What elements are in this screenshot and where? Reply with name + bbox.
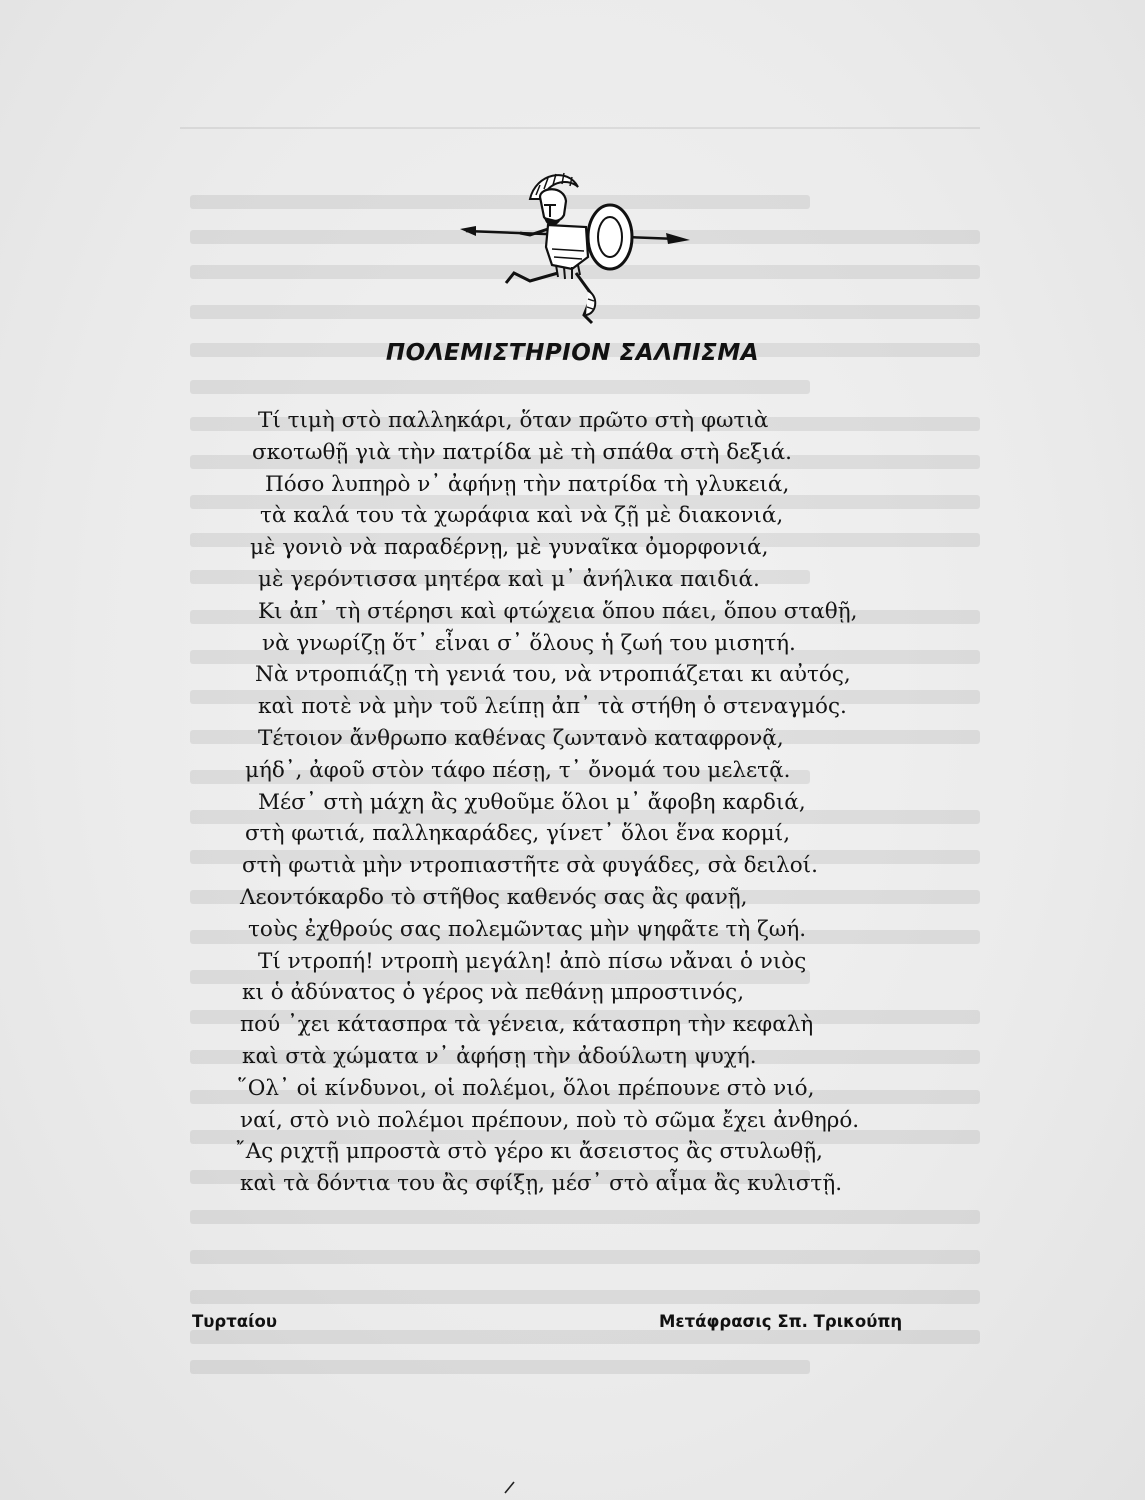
poem-line: κι ὁ ἀδύνατος ὁ γέρος νὰ πεθάνῃ μπροστινός, — [242, 980, 745, 1006]
poem-line: Νὰ ντροπιάζῃ τὴ γενιά του, νὰ ντροπιάζεται κι αὐτός, — [255, 662, 851, 688]
poem-line: καὶ στὰ χώματα ν᾽ ἀφήσῃ τὴν ἀδούλωτη ψυχή. — [242, 1044, 757, 1069]
poem-line: μήδ᾽, ἀφοῦ στὸν τάφο πέσῃ, τ᾽ ὄνομά του μελετᾷ. — [245, 757, 791, 783]
poem-line: Πόσο λυπηρὸ ν᾽ ἀφήνῃ τὴν πατρίδα τὴ γλυκειά, — [265, 471, 790, 497]
poem-line: Μέσ᾽ στὴ μάχη ἂς χυθοῦμε ὅλοι μ᾽ ἄφοβη καρδιά, — [258, 789, 806, 815]
poem-line: στὴ φωτιά, παλληκαράδες, γίνετ᾽ ὅλοι ἕνα κορμί, — [245, 821, 791, 847]
poem-line: σκοτωθῇ γιὰ τὴν πατρίδα μὲ τὴ σπάθα στὴ δεξιά. — [252, 439, 792, 465]
poem-line: ῞Ολ᾽ οἱ κίνδυνοι, οἱ πολέμοι, ὅλοι πρέπουνε στὸ νιό, — [237, 1075, 815, 1101]
poem-line: νὰ γνωρίζῃ ὅτ᾽ εἶναι σ᾽ ὅλους ἡ ζωή του μισητή. — [262, 630, 796, 656]
poem-line: πού ᾽χει κάτασπρα τὰ γένεια, κάτασπρη τὴν κεφαλὴ — [240, 1012, 814, 1038]
poem-line: μὲ γονιὸ νὰ παραδέρνῃ, μὲ γυναῖκα ὀμορφονιά, — [250, 535, 769, 561]
author: Τυρταίου — [192, 1312, 277, 1331]
poem-line: στὴ φωτιὰ μὴν ντροπιαστῆτε σὰ φυγάδες, σὰ δειλοί. — [242, 853, 818, 879]
poem-line: ῎Ας ριχτῇ μπροστὰ στὸ γέρο κι ἄσειστος ἂς στυλωθῇ, — [235, 1139, 823, 1165]
poem-line: ναί, στὸ νιὸ πολέμοι πρέπουν, ποὺ τὸ σῶμα ἔχει ἀνθηρό. — [240, 1107, 860, 1133]
poem-line: μὲ γερόντισσα μητέρα καὶ μ᾽ ἀνήλικα παιδιά. — [258, 567, 760, 592]
poem-line: Λεοντόκαρδο τὸ στῆθος καθενός σας ἂς φανῇ, — [240, 885, 748, 910]
poem-line: τὰ καλά του τὰ χωράφια καὶ νὰ ζῇ μὲ διακονιά, — [260, 503, 784, 529]
poem-line: Τέτοιον ἄνθρωπο καθένας ζωντανὸ καταφρονᾷ, — [258, 726, 784, 751]
poem-line: Τί ντροπή! ντροπὴ μεγάλη! ἀπὸ πίσω νἄναι ὁ νιὸς — [258, 948, 807, 974]
spartan-hoplite-icon — [460, 165, 690, 330]
poem-line: Τί τιμὴ στὸ παλληκάρι, ὅταν πρῶτο στὴ φωτιὰ — [258, 408, 769, 433]
poem-line: τοὺς ἐχθρούς σας πολεμῶντας μὴν ψηφᾶτε τὴ ζωή. — [248, 916, 807, 942]
poem-line: καὶ τὰ δόντια του ἂς σφίξῃ, μέσ᾽ στὸ αἷμα ἂς κυλιστῇ. — [240, 1171, 843, 1197]
poem-line: Κι ἀπ᾽ τὴ στέρησι καὶ φτώχεια ὅπου πάει, ὅπου σταθῇ, — [258, 598, 858, 624]
poem-title: ΠΟΛΕΜΙΣΤΗΡΙΟΝ ΣΑΛΠΙΣΜΑ — [385, 340, 760, 366]
pen-mark-icon — [503, 1480, 517, 1494]
poem-line: καὶ ποτὲ νὰ μὴν τοῦ λείπῃ ἀπ᾽ τὰ στήθη ὁ στεναγμός. — [258, 694, 847, 720]
translator: Μετάφρασις Σπ. Τρικούπη — [659, 1312, 903, 1331]
